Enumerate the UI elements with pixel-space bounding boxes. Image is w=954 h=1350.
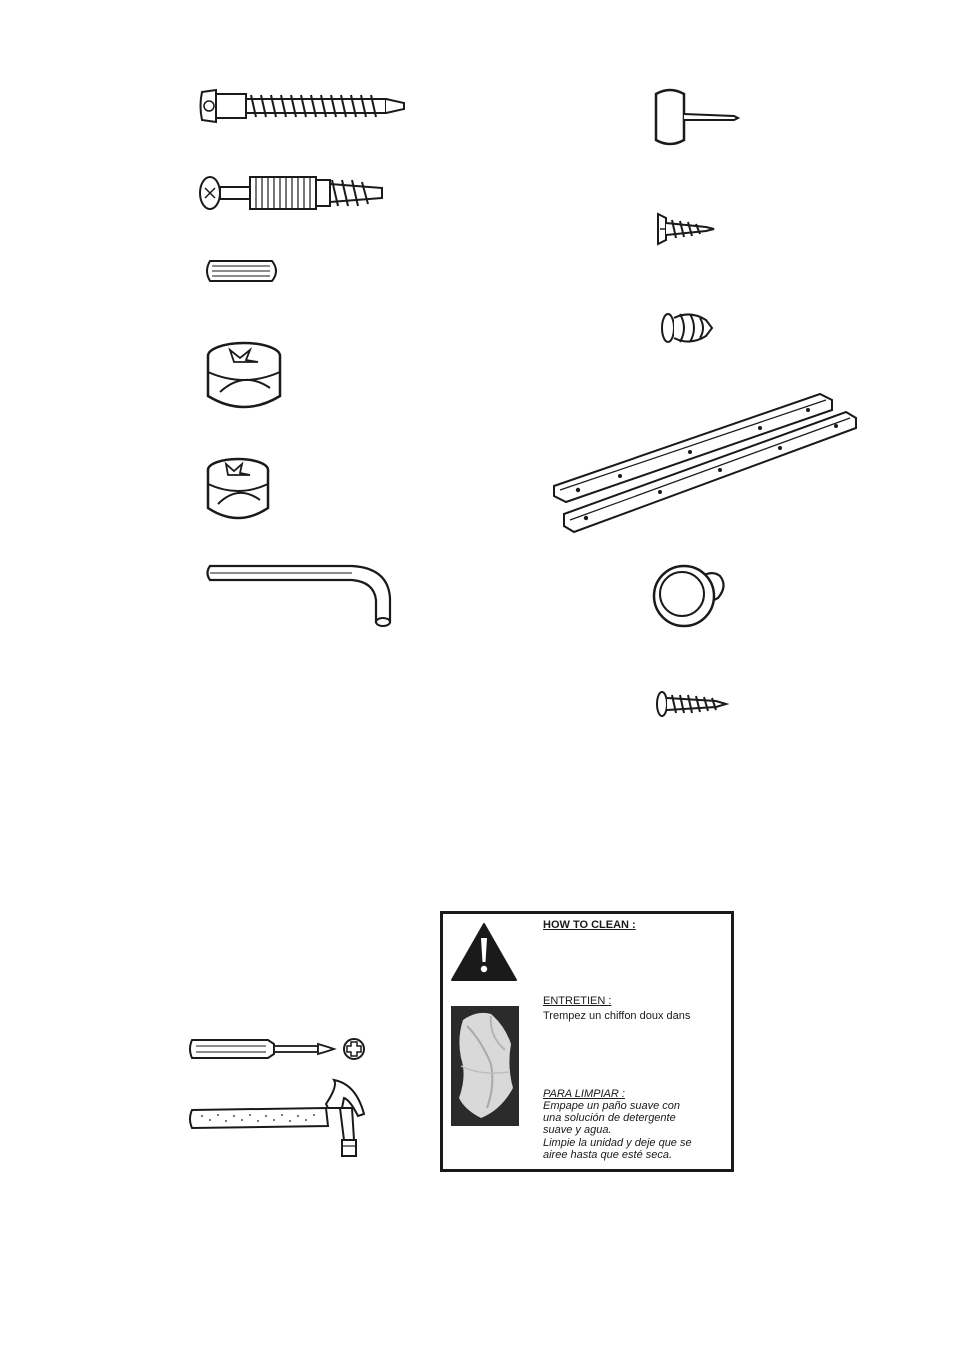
warning-triangle-icon bbox=[450, 922, 518, 982]
wooden-dowel-icon bbox=[204, 258, 282, 284]
cam-bolt-screw-long-icon bbox=[196, 84, 412, 128]
allen-key-icon bbox=[202, 560, 398, 630]
drawer-slide-rails-icon bbox=[550, 390, 862, 538]
wood-screw-flat-icon bbox=[654, 212, 718, 246]
cam-bolt-sleeve-icon bbox=[196, 170, 388, 216]
pan-head-screw-icon bbox=[654, 688, 730, 720]
para-limpiar-line: Empape un paño suave con bbox=[543, 1100, 680, 1112]
entretien-text: Trempez un chiffon doux dans bbox=[543, 1010, 691, 1022]
para-limpiar-line: suave y agua. bbox=[543, 1124, 612, 1136]
para-limpiar-line: Limpie la unidad y deje que se bbox=[543, 1137, 692, 1149]
cleaning-cloth-icon bbox=[451, 1006, 519, 1126]
how-to-clean-panel bbox=[440, 911, 734, 1172]
drawer-knob-icon bbox=[650, 560, 730, 632]
wall-anchor-icon bbox=[658, 306, 718, 350]
how-to-clean-heading: HOW TO CLEAN : bbox=[543, 919, 636, 931]
para-limpiar-line: airee hasta que esté seca. bbox=[543, 1149, 673, 1161]
entretien-heading: ENTRETIEN : bbox=[543, 995, 612, 1007]
para-limpiar-line: una solución de detergente bbox=[543, 1112, 676, 1124]
nail-glide-icon bbox=[650, 86, 746, 148]
cam-lock-large-icon bbox=[200, 340, 290, 412]
phillips-screwdriver-icon bbox=[188, 1034, 372, 1064]
para-limpiar-heading: PARA LIMPIAR : bbox=[543, 1088, 625, 1100]
cam-lock-small-icon bbox=[200, 456, 284, 524]
claw-hammer-icon bbox=[188, 1078, 372, 1160]
